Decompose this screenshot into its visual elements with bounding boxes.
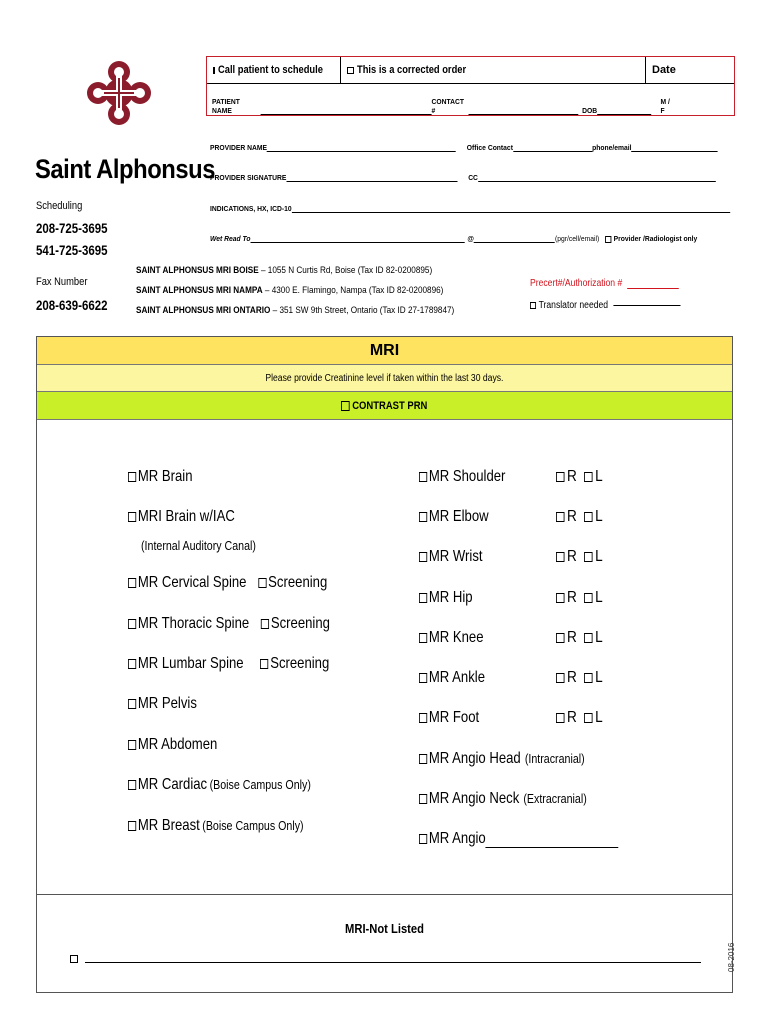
scheduling-phone-2: 541-725-3695: [36, 242, 108, 258]
contrast-checkbox[interactable]: [341, 401, 350, 411]
exam-mr-angio-neck[interactable]: [419, 790, 587, 808]
mr-lumbar-spine-checkbox[interactable]: [128, 659, 136, 669]
call-patient-checkbox[interactable]: [213, 67, 215, 74]
cc-input[interactable]: [478, 181, 716, 182]
precert-input[interactable]: [627, 288, 679, 289]
exam-mr-angio-head[interactable]: [419, 750, 585, 768]
fax-number: 208-639-6622: [36, 297, 108, 313]
wrist-right-checkbox[interactable]: [556, 552, 565, 562]
exam-mr-ankle[interactable]: [419, 669, 485, 687]
provider-row-2: [210, 173, 716, 182]
provider-name-input[interactable]: [267, 151, 456, 152]
exam-mr-wrist[interactable]: [419, 548, 483, 566]
hip-right-checkbox[interactable]: [556, 593, 565, 603]
top-box-divider: [207, 83, 734, 84]
hip-r: R: [567, 589, 577, 606]
date-cell[interactable]: [646, 57, 734, 83]
mr-angio-checkbox[interactable]: [419, 834, 427, 844]
pgr-cell-email-label: (pgr/cell/email): [555, 234, 600, 243]
precert-row: [530, 278, 679, 289]
elbow-r: R: [567, 508, 577, 525]
exam-mr-pelvis[interactable]: [128, 695, 197, 713]
exam-mr-knee[interactable]: [419, 629, 484, 647]
scheduling-phone-1: 208-725-3695: [36, 220, 108, 236]
iac-note-text: (Internal Auditory Canal): [141, 538, 256, 553]
mr-ankle-label: MR Ankle: [428, 669, 485, 686]
indications-input[interactable]: [292, 212, 730, 213]
knee-l: L: [595, 629, 603, 646]
contact-input[interactable]: [469, 114, 579, 115]
foot-right-checkbox[interactable]: [556, 713, 565, 723]
exam-mr-abdomen[interactable]: [128, 736, 217, 754]
mr-thoracic-spine-label: MR Thoracic Spine: [137, 615, 250, 632]
mr-abdomen-checkbox[interactable]: [128, 740, 136, 750]
provider-row-1: [210, 143, 718, 152]
mr-pelvis-label: MR Pelvis: [137, 695, 197, 712]
not-listed-row[interactable]: [70, 955, 701, 963]
translator-input[interactable]: [613, 305, 680, 306]
date-label: Date: [652, 64, 676, 76]
mri-order-form: [36, 336, 733, 993]
elbow-right-checkbox[interactable]: [556, 512, 565, 522]
brand-name: Saint Alphonsus: [35, 154, 215, 184]
mr-cervical-spine-label: MR Cervical Spine: [137, 574, 247, 591]
not-listed-input[interactable]: [85, 962, 701, 963]
cardiac-boise-only: (Boise Campus Only): [209, 777, 311, 792]
location-ontario-name: SAINT ALPHONSUS MRI ONTARIO: [136, 305, 271, 316]
not-listed-title: MRI-Not Listed: [345, 921, 424, 936]
wrist-side: [556, 548, 603, 566]
ankle-right-checkbox[interactable]: [556, 673, 565, 683]
creatinine-note-band: [37, 365, 732, 392]
not-listed-divider: [37, 894, 732, 895]
wrist-l: L: [595, 548, 603, 565]
corrected-order-cell[interactable]: [341, 57, 646, 83]
exam-mr-cardiac[interactable]: [128, 776, 311, 794]
mr-hip-label: MR Hip: [428, 589, 473, 606]
wet-read-contact-input[interactable]: [474, 242, 555, 243]
hip-side: [556, 589, 603, 607]
office-contact-input[interactable]: [513, 151, 592, 152]
translator-checkbox[interactable]: [530, 302, 536, 309]
contrast-label: CONTRAST PRN: [352, 400, 428, 412]
shoulder-left-checkbox[interactable]: [584, 472, 593, 482]
mr-angio-head-checkbox[interactable]: [419, 754, 427, 764]
foot-l: L: [595, 709, 603, 726]
hip-l: L: [595, 589, 603, 606]
provider-radiologist-only-checkbox[interactable]: [605, 236, 611, 243]
patient-name-input[interactable]: [260, 114, 431, 115]
dob-label: DOB: [582, 106, 598, 115]
creatinine-note: Please provide Creatinine level if taken within the last 30 days.: [265, 373, 504, 384]
mr-breast-checkbox[interactable]: [128, 821, 136, 831]
scheduling-label: Scheduling: [36, 200, 83, 212]
exam-mr-brain[interactable]: [128, 468, 193, 486]
mr-cervical-spine-checkbox[interactable]: [128, 578, 136, 588]
shoulder-l: L: [595, 468, 603, 485]
extracranial-note: (Extracranial): [523, 791, 587, 806]
mr-angio-head-label: MR Angio Head: [428, 750, 521, 767]
iac-note: [141, 538, 256, 553]
foot-r: R: [567, 709, 577, 726]
ankle-side: [556, 669, 603, 687]
mr-cardiac-checkbox[interactable]: [128, 780, 136, 790]
location-nampa-name: SAINT ALPHONSUS MRI NAMPA: [136, 285, 263, 296]
breast-boise-only: (Boise Campus Only): [202, 818, 304, 833]
exam-mr-shoulder[interactable]: [419, 468, 505, 486]
provider-signature-input[interactable]: [286, 181, 457, 182]
mr-angio-label: MR Angio: [428, 830, 486, 847]
mr-foot-label: MR Foot: [428, 709, 480, 726]
mri-title-band: [37, 337, 732, 365]
exam-mr-elbow[interactable]: [419, 508, 489, 526]
mri-brain-iac-checkbox[interactable]: [128, 512, 136, 522]
elbow-side: [556, 508, 603, 526]
shoulder-right-checkbox[interactable]: [556, 472, 565, 482]
exam-mr-thoracic-spine[interactable]: [128, 615, 330, 633]
ankle-r: R: [567, 669, 577, 686]
at-label: @: [467, 234, 475, 243]
wet-read-label: Wet Read To: [210, 234, 251, 243]
lumbar-screening-checkbox[interactable]: [260, 659, 268, 669]
mr-shoulder-label: MR Shoulder: [428, 468, 506, 485]
mr-breast-label: MR Breast: [137, 817, 200, 834]
ankle-l: L: [595, 669, 603, 686]
location-nampa-address: – 4300 E. Flamingo, Nampa (Tax ID 82-0200896): [262, 285, 444, 296]
mri-title: MRI: [369, 342, 400, 359]
contact-label: CONTACT #: [431, 97, 465, 115]
shoulder-r: R: [567, 468, 577, 485]
corrected-order-label: This is a corrected order: [357, 64, 467, 76]
mr-knee-checkbox[interactable]: [419, 633, 427, 643]
mr-abdomen-label: MR Abdomen: [137, 736, 218, 753]
provider-row-4: [210, 234, 697, 243]
exam-mr-angio-other[interactable]: [419, 830, 619, 848]
mr-elbow-label: MR Elbow: [428, 508, 489, 525]
call-patient-label: Call patient to schedule: [218, 64, 323, 76]
knee-left-checkbox[interactable]: [584, 633, 593, 643]
location-boise: [136, 261, 454, 281]
patient-info-box: [206, 56, 735, 116]
hip-left-checkbox[interactable]: [584, 593, 593, 603]
translator-label: Translator needed: [538, 300, 609, 311]
mr-ankle-checkbox[interactable]: [419, 673, 427, 683]
thoracic-screening-checkbox[interactable]: [261, 619, 269, 629]
locations-list: [136, 261, 454, 321]
mr-knee-label: MR Knee: [428, 629, 484, 646]
knee-side: [556, 629, 603, 647]
provider-name-label: PROVIDER NAME: [210, 143, 268, 152]
provider-radiologist-only-label: Provider /Radiologist only: [613, 234, 698, 243]
exam-mr-hip[interactable]: [419, 589, 473, 607]
sex-label: M / F: [660, 97, 670, 115]
location-boise-name: SAINT ALPHONSUS MRI BOISE: [136, 265, 259, 276]
exam-mr-breast[interactable]: [128, 817, 304, 835]
elbow-left-checkbox[interactable]: [584, 512, 593, 522]
shoulder-side: [556, 468, 603, 486]
intracranial-note: (Intracranial): [524, 751, 585, 766]
mr-hip-checkbox[interactable]: [419, 593, 427, 603]
provider-row-3: [210, 204, 730, 213]
ankle-left-checkbox[interactable]: [584, 673, 593, 683]
location-ontario: [136, 301, 454, 321]
foot-left-checkbox[interactable]: [584, 713, 593, 723]
wet-read-input[interactable]: [251, 242, 465, 243]
contrast-row[interactable]: [341, 392, 427, 420]
wrist-left-checkbox[interactable]: [584, 552, 593, 562]
location-ontario-address: – 351 SW 9th Street, Ontario (Tax ID 27-1789847): [270, 305, 455, 316]
wrist-r: R: [567, 548, 577, 565]
mr-brain-label: MR Brain: [137, 468, 193, 485]
corrected-order-checkbox[interactable]: [347, 67, 354, 74]
fax-label: Fax Number: [36, 276, 88, 288]
phone-email-input[interactable]: [632, 151, 718, 152]
mr-brain-checkbox[interactable]: [128, 472, 136, 482]
foot-side: [556, 709, 603, 727]
phone-email-label: phone/email: [592, 143, 632, 152]
mr-wrist-checkbox[interactable]: [419, 552, 427, 562]
mr-pelvis-checkbox[interactable]: [128, 699, 136, 709]
mr-foot-checkbox[interactable]: [419, 713, 427, 723]
exam-mr-cervical-spine[interactable]: [128, 574, 327, 592]
mr-cardiac-label: MR Cardiac: [137, 776, 208, 793]
precert-label: Precert#/Authorization #: [530, 278, 623, 289]
mr-angio-neck-label: MR Angio Neck: [428, 790, 520, 807]
mri-brain-iac-label: MRI Brain w/IAC: [137, 508, 235, 525]
contrast-band: [37, 392, 732, 420]
exam-mr-foot[interactable]: [419, 709, 479, 727]
dob-input[interactable]: [597, 114, 651, 115]
exam-mri-brain-iac[interactable]: [128, 508, 235, 526]
elbow-l: L: [595, 508, 603, 525]
patient-name-label: PATIENT NAME: [212, 97, 240, 115]
mr-elbow-checkbox[interactable]: [419, 512, 427, 522]
cervical-screening-checkbox[interactable]: [258, 578, 266, 588]
location-nampa: [136, 281, 454, 301]
mr-angio-neck-checkbox[interactable]: [419, 794, 427, 804]
mr-thoracic-spine-checkbox[interactable]: [128, 619, 136, 629]
patient-name-row: [212, 97, 676, 115]
knee-r: R: [567, 629, 577, 646]
lumbar-screening-label: Screening: [270, 655, 330, 672]
office-contact-label: Office Contact: [466, 143, 513, 152]
translator-row: [530, 300, 680, 311]
exam-mr-lumbar-spine[interactable]: [128, 655, 329, 673]
mr-wrist-label: MR Wrist: [428, 548, 483, 565]
cervical-screening-label: Screening: [268, 574, 328, 591]
mr-angio-input[interactable]: [486, 847, 619, 848]
knee-right-checkbox[interactable]: [556, 633, 565, 643]
location-boise-address: – 1055 N Curtis Rd, Boise (Tax ID 82-0200895): [258, 265, 433, 276]
mr-lumbar-spine-label: MR Lumbar Spine: [137, 655, 244, 672]
saint-alphonsus-logo: [84, 58, 154, 128]
revision-date: 08-2016: [727, 942, 736, 972]
cc-label: CC: [468, 173, 478, 182]
call-patient-cell[interactable]: [207, 57, 341, 83]
provider-signature-label: PROVIDER SIGNATURE: [210, 173, 287, 182]
mr-shoulder-checkbox[interactable]: [419, 472, 427, 482]
indications-label: INDICATIONS, HX, ICD-10: [210, 204, 292, 213]
not-listed-checkbox[interactable]: [70, 955, 78, 963]
thoracic-screening-label: Screening: [270, 615, 330, 632]
